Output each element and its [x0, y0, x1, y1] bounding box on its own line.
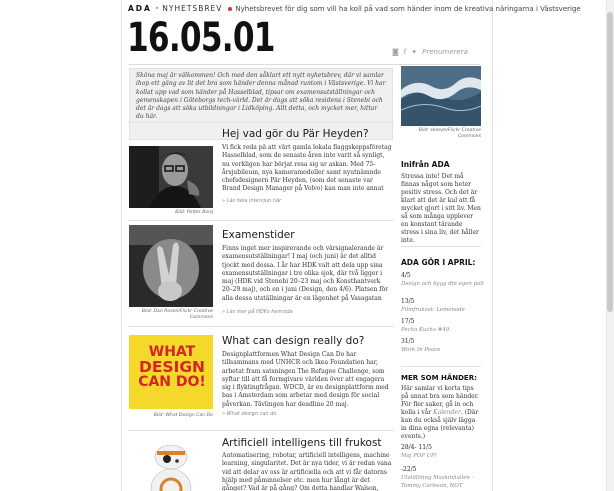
photo-caption: Bild: Petter Borg	[175, 210, 213, 215]
facebook-icon[interactable]: f	[403, 48, 407, 56]
rss-icon[interactable]: ◙	[392, 48, 399, 56]
poster-line-1: WHAT	[148, 344, 196, 360]
sidebar-divider	[401, 246, 481, 247]
more-heading: MER SOM HÄNDER:	[401, 374, 477, 382]
events-heading: ADA GÖR I APRIL:	[401, 258, 476, 267]
photo-caption: Bild: What Design Can Do	[153, 413, 213, 418]
robot-photo[interactable]	[129, 437, 213, 491]
read-more-link[interactable]: » Läs mer på HDKs hemsida	[222, 309, 293, 315]
event-item[interactable]: 31/5 Work In Peace	[401, 338, 441, 353]
photo-caption: Bild: Dan Rosen/Flickr Creative Commons	[141, 309, 213, 320]
article-body: Automatisering, robotar, artificiell intelligens, machine learning, singularitet. Det är nya tider, vi är redan vana vid att delar av oss är artificiella och att vi får datorns hjälp med påminnelser etc. men hur långt är det gånget? Vad är på gång? Om detta handlar Walson,	[222, 452, 392, 491]
calendar-link[interactable]: Kalender	[433, 409, 461, 416]
inifran-heading: Inifrån ADA	[401, 160, 450, 169]
subscribe-link[interactable]: Prenumerera	[422, 48, 468, 56]
event-item[interactable]: 28/4- 11/5 Maj POP UP!	[401, 444, 437, 459]
article-ai	[128, 430, 394, 491]
poster-line-2: DESIGN	[138, 358, 206, 376]
masthead-bar: ADA • NYHETSBREV Nyhetsbrevet för dig som vill ha koll på vad som händer inom de kreativa näringarna i Västsverige	[128, 4, 581, 13]
right-border	[492, 0, 493, 491]
event-item[interactable]: 4/5 Design och bygg din egen pall	[401, 272, 484, 287]
section-label: NYHETSBREV	[162, 4, 223, 13]
twitter-icon[interactable]: ✦	[411, 48, 418, 56]
article-wdcd	[128, 326, 394, 428]
event-item[interactable]: 13/5 Filmfrukost: Lemonade	[401, 298, 465, 313]
event-item[interactable]: -22/5 Utställning Maskinhallen – Tommy Carlsson, NOT	[401, 466, 475, 489]
header-divider	[128, 64, 480, 65]
more-text: Här samlar vi korta tips på annat bra som händer. För fler saker, gå in och kolla i vår Kalender. (Där kan du också själv lägga in dina egna (relevanta) events.)	[401, 385, 479, 440]
sidebar-wave-photo[interactable]	[401, 66, 481, 126]
article-1-frame	[128, 122, 394, 222]
read-more-link[interactable]: » What design can do	[222, 411, 277, 417]
article-body: Designplattformen What Design Can Do har tillsammans med UNHCR och Ikea Foundation har, arbetat fram satsningen The Refugee Challenge, som syftar till att få formgivare världen över att engagera sig i flyktingfrågan. WDCD, är en designplattform med bas i Amsterdam som arbetar med design för social påverkan. Tävlingen har deadline 20 maj.	[222, 351, 389, 408]
wdcd-poster[interactable]	[129, 335, 213, 409]
poster-line-3: CAN DO!	[138, 374, 206, 390]
sidebar-photo-caption: Bild: skeeze/Flickr Creative Commons	[418, 128, 481, 139]
intro-box: Sköna maj är välkommen! Och med den såklart ett nytt nyhetsbrev, där vi samlar ihop ett gäng av lit det bra som händer denna månad runtom i Västsverige. Vi har kollat upp vad som händer på Hasselblad, tipsar om examensutställningar och gemenskapen i Göteborgs tech-värld. Det är dags att söka residens i Stenebi och det är dags att söka utbildningar i Lidköping. Allt detta, och mycket mer, hittar du här.	[129, 68, 393, 140]
inifran-text: Stressa inte! Det må finnas något som heter positiv stress. Och det är klart att det är kul att få mycket gjort i sitt liv. Men så som många upplever en konstant tärande stress i sina liv, det håller inte.	[401, 173, 481, 244]
article-title[interactable]: Hej vad gör du Pär Heyden?	[222, 128, 369, 140]
brand-logo[interactable]: ADA	[128, 4, 152, 13]
issue-date: 16.05.01	[127, 15, 275, 61]
tagline: Nyhetsbrevet för dig som vill ha koll på vad som händer inom de kreativa näringarna i Västsverige	[235, 5, 581, 13]
article-title[interactable]: What can design really do?	[222, 335, 365, 347]
social-links	[392, 48, 473, 56]
article-examenstider	[128, 220, 394, 324]
scrollbar-thumb[interactable]	[607, 12, 613, 312]
article-title[interactable]: Artificiell intelligens till frukost	[222, 437, 382, 449]
event-item[interactable]: 17/5 Pecha Kucha #49.	[401, 318, 451, 333]
accent-dot	[228, 7, 232, 11]
left-border	[121, 0, 122, 491]
article-body: Vi fick reda på att vårt gamla lokala flaggskeppsföretag Hasselblad, som de senaste åren inte varit så synligt, nu verkligen har börjat resa sig ur askan. Med 75-årsjubileum, nya kameramodeller samt nyutnämnde chefsdesignern Pär Heyden, (som det senaste var Brand Design Manager på Volvo) kan man inte annat	[222, 144, 392, 193]
article-title[interactable]: Examenstider	[222, 229, 295, 241]
read-more-link[interactable]: » Läs hela intervjun här	[222, 198, 282, 204]
hand-photo[interactable]	[129, 225, 213, 307]
sidebar-divider	[401, 366, 481, 367]
article-body: Finns inget mer inspirerande och vårsignalerande är examensutställningar! I maj (och juni) är det alltid tjockt med dessa. I år har HDK valt att dela upp sina examensutställningar i tre olika sjok, där två ligger i maj (HDK vid Stenebi 20–23 maj och Konsthantverk 20–29 maj), och en i juni (Design, den 4/6). Platsen för alla dessa utställningar är en lägenhet på Vasagatan	[222, 245, 389, 302]
